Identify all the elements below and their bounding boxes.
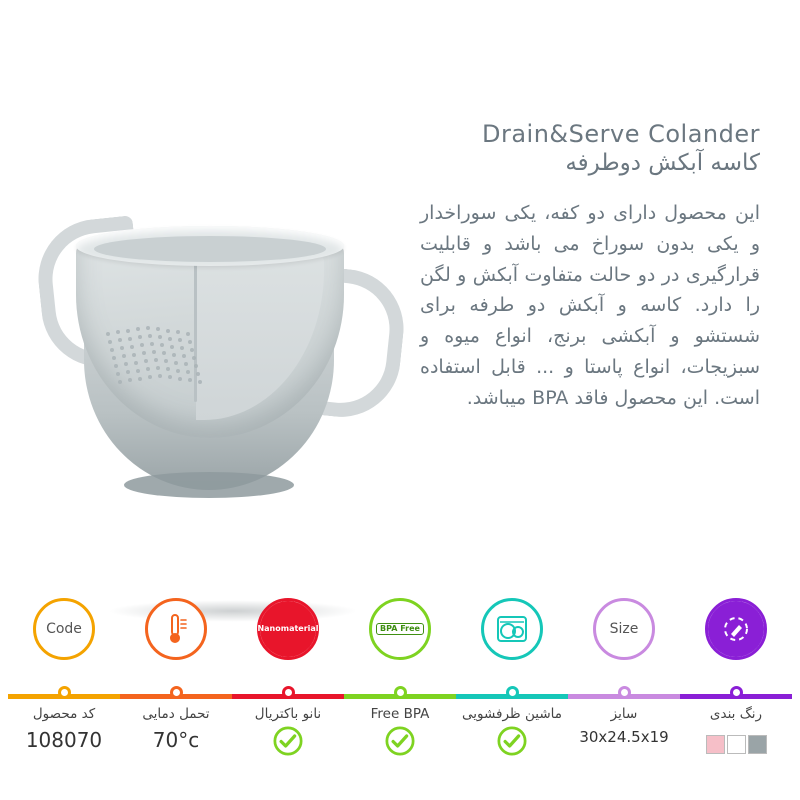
feature-label: کد محصول [32, 706, 96, 722]
feature-check-icon [343, 726, 457, 760]
feature-size-icon [567, 598, 681, 660]
product-description: این محصول دارای دو کفه، یکی سوراخدار و یکی بدون سوراخ می باشد و قابلیت قرارگیری در دو حالت متفاوت آبکش و لگن را دارد. کاسه و آبکش دو طرفه برای شستشو و آبکشی برنج، انواع میوه و سبزیجات، انواع پاستا و ... قابل استفاده است. این محصول فاقد BPA میباشد. [420, 202, 760, 409]
antibacterial-nanomaterial-icon: Nanomaterial [257, 598, 319, 660]
feature-rail-node [58, 686, 71, 699]
feature-label: ماشین ظرفشویی [462, 706, 562, 722]
size-icon: Size [593, 598, 655, 660]
feature-label: Free BPA [370, 706, 430, 722]
feature-label: سایز [610, 706, 638, 722]
feature-code-icon [7, 598, 121, 660]
feature-check-icon [455, 726, 569, 760]
feature-value: 70°c [152, 728, 200, 752]
feature-label: رنگ بندی [709, 706, 763, 722]
feature-label: تحمل دمایی [142, 706, 210, 722]
feature-label: نانو باکتریال [254, 706, 322, 722]
feature-antibacterial-nanomaterial-icon [231, 598, 345, 660]
colander-inner-rim [94, 236, 326, 262]
thermometer-icon [145, 598, 207, 660]
feature-rail-node [282, 686, 295, 699]
color-palette-icon [705, 598, 767, 660]
code-icon: Code [33, 598, 95, 660]
bpa-free-icon: BPA Free [369, 598, 431, 660]
colander-illustration [48, 200, 388, 530]
product-text-block [420, 120, 760, 413]
feature-value: 108070 [25, 728, 103, 752]
product-title-en: Drain&Serve Colander [481, 120, 760, 148]
feature-color-palette-icon [679, 598, 793, 660]
feature-bpa-free-icon [343, 598, 457, 660]
feature-rail-node [170, 686, 183, 699]
feature-rail-node [394, 686, 407, 699]
feature-dishwasher-safe-icon [455, 598, 569, 660]
feature-strip [0, 598, 800, 798]
feature-thermometer-icon [119, 598, 233, 660]
dishwasher-safe-icon [481, 598, 543, 660]
feature-rail-node [618, 686, 631, 699]
feature-value: 30x24.5x19 [579, 728, 669, 746]
feature-check-icon [231, 726, 345, 760]
colander-perforations [106, 326, 202, 388]
product-title-fa: کاسه آبکش دوطرفه [565, 150, 760, 176]
feature-color-swatches [679, 734, 793, 754]
feature-rail-node [730, 686, 743, 699]
feature-rail-node [506, 686, 519, 699]
product-image [0, 0, 430, 580]
